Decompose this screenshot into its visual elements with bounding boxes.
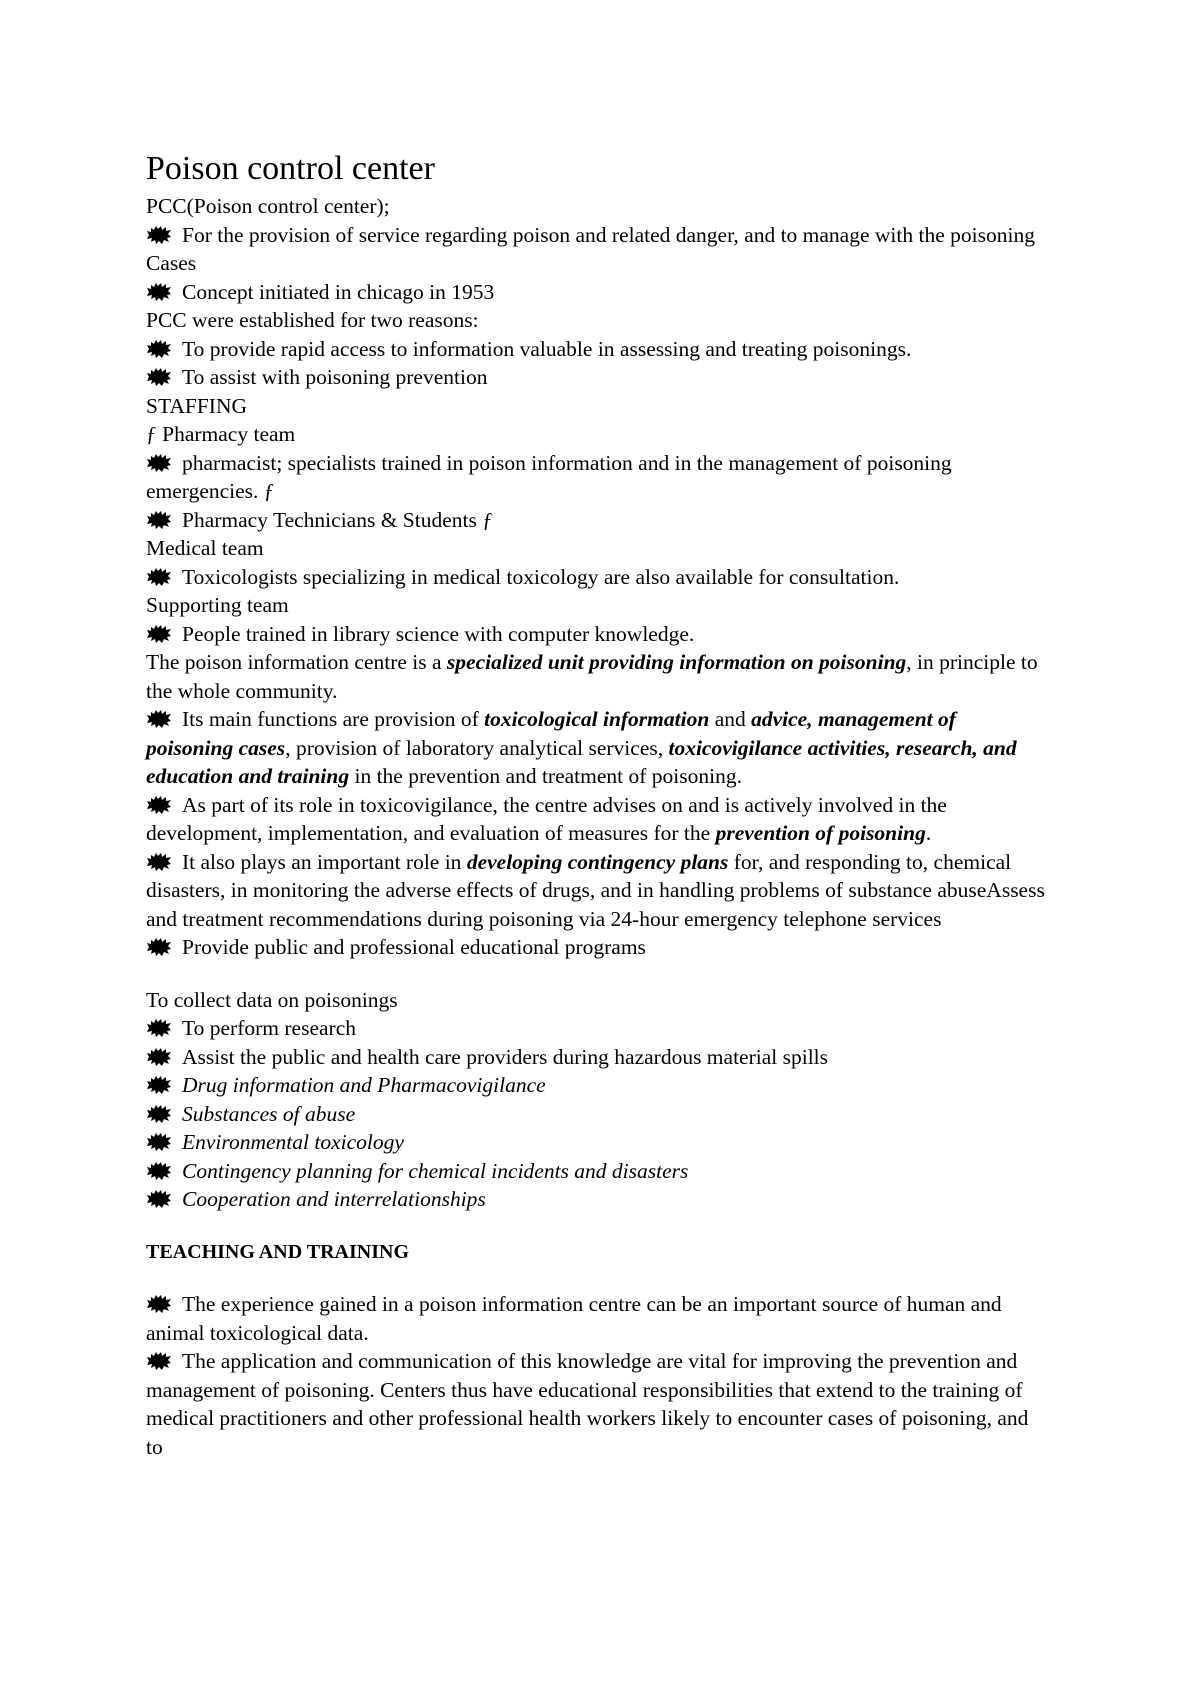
splat-bullet-icon bbox=[146, 282, 172, 302]
page-title: Poison control center bbox=[146, 150, 435, 187]
text-line: ƒ Pharmacy team bbox=[146, 422, 296, 446]
bullet-item: The application and communication of this knowledge are vital for improving the prevention and management of poisoning. Centers thus have educational responsibilities that extend to the training of medical practitioners and other professional health workers likely to encounter cases of poisoning, and to bbox=[146, 1349, 1029, 1459]
splat-bullet-icon bbox=[146, 1075, 172, 1095]
bullet-item: The experience gained in a poison information centre can be an important source of human and animal toxicological data. bbox=[146, 1292, 1002, 1345]
splat-bullet-icon bbox=[146, 1294, 172, 1314]
splat-bullet-icon bbox=[146, 567, 172, 587]
splat-bullet-icon bbox=[146, 1047, 172, 1067]
splat-bullet-icon bbox=[146, 624, 172, 644]
text-line: PCC(Poison control center); bbox=[146, 194, 390, 218]
splat-bullet-icon bbox=[146, 1189, 172, 1209]
bullet-item: pharmacist; specialists trained in poison information and in the management of poisoning emergencies. ƒ bbox=[146, 450, 952, 503]
splat-bullet-icon bbox=[146, 1351, 172, 1371]
splat-bullet-icon bbox=[146, 339, 172, 359]
spacer bbox=[146, 962, 1046, 986]
splat-bullet-icon bbox=[146, 225, 172, 245]
splat-bullet-icon bbox=[146, 1104, 172, 1124]
bullet-item: Provide public and professional educational programs bbox=[146, 933, 1046, 962]
splat-bullet-icon bbox=[146, 937, 172, 957]
spacer bbox=[146, 1214, 1046, 1238]
bullet-item: It also plays an important role in developing contingency plans for, and responding to, chemical disasters, in monitoring the adverse effects of drugs, and in handling problems of substance abuseAssess and treatment recommendations during poisoning via 24-hour emergency telephone services bbox=[146, 849, 1045, 931]
bullet-item: Its main functions are provision of toxicological information and advice, management of poisoning cases, provision of laboratory analytical services, toxicovigilance activities, research, and education and training in the prevention and treatment of poisoning. bbox=[146, 707, 1017, 788]
splat-bullet-icon bbox=[146, 852, 172, 872]
splat-bullet-icon bbox=[146, 367, 172, 387]
text-line: Supporting team bbox=[146, 593, 289, 617]
splat-bullet-icon bbox=[146, 1018, 172, 1038]
splat-bullet-icon bbox=[146, 1132, 172, 1152]
bullet-item: People trained in library science with computer knowledge. bbox=[146, 620, 1046, 649]
text-line: To collect data on poisonings bbox=[146, 987, 398, 1012]
section-label-staffing: STAFFING bbox=[146, 393, 248, 418]
bullet-item: Substances of abuse bbox=[146, 1100, 1046, 1129]
paragraph: The poison information centre is a specialized unit providing information on poisoning, in principle to the whole community. bbox=[146, 650, 1038, 703]
bullet-item: Environmental toxicology bbox=[146, 1128, 1046, 1157]
bullet-item: Pharmacy Technicians & Students ƒ bbox=[146, 506, 1046, 535]
bullet-item: Cooperation and interrelationships bbox=[146, 1185, 1046, 1214]
bullet-item: To provide rapid access to information valuable in assessing and treating poisonings. bbox=[146, 335, 1046, 364]
text-line: Medical team bbox=[146, 536, 264, 560]
text-line: PCC were established for two reasons: bbox=[146, 308, 479, 332]
bullet-item: Toxicologists specializing in medical toxicology are also available for consultation. bbox=[146, 563, 1046, 592]
bullet-item: To assist with poisoning prevention bbox=[146, 363, 1046, 392]
bullet-item: To perform research bbox=[146, 1014, 1046, 1043]
splat-bullet-icon bbox=[146, 795, 172, 815]
bullet-item: As part of its role in toxicovigilance, the centre advises on and is actively involved in the development, implementation, and evaluation of measures for the prevention of poisoning. bbox=[146, 792, 947, 845]
document-page bbox=[146, 148, 1046, 1461]
bullet-item: Concept initiated in chicago in 1953 bbox=[146, 278, 1046, 307]
spacer bbox=[146, 1266, 1046, 1290]
bullet-item: Assist the public and health care providers during hazardous material spills bbox=[146, 1043, 1046, 1072]
splat-bullet-icon bbox=[146, 453, 172, 473]
teaching-heading: TEACHING AND TRAINING bbox=[146, 1240, 410, 1263]
bullet-item: Contingency planning for chemical incidents and disasters bbox=[146, 1157, 1046, 1186]
bullet-item: For the provision of service regarding poison and related danger, and to manage with the poisoning Cases bbox=[146, 222, 1035, 275]
splat-bullet-icon bbox=[146, 709, 172, 729]
splat-bullet-icon bbox=[146, 510, 172, 530]
bullet-item: Drug information and Pharmacovigilance bbox=[146, 1071, 1046, 1100]
splat-bullet-icon bbox=[146, 1161, 172, 1181]
